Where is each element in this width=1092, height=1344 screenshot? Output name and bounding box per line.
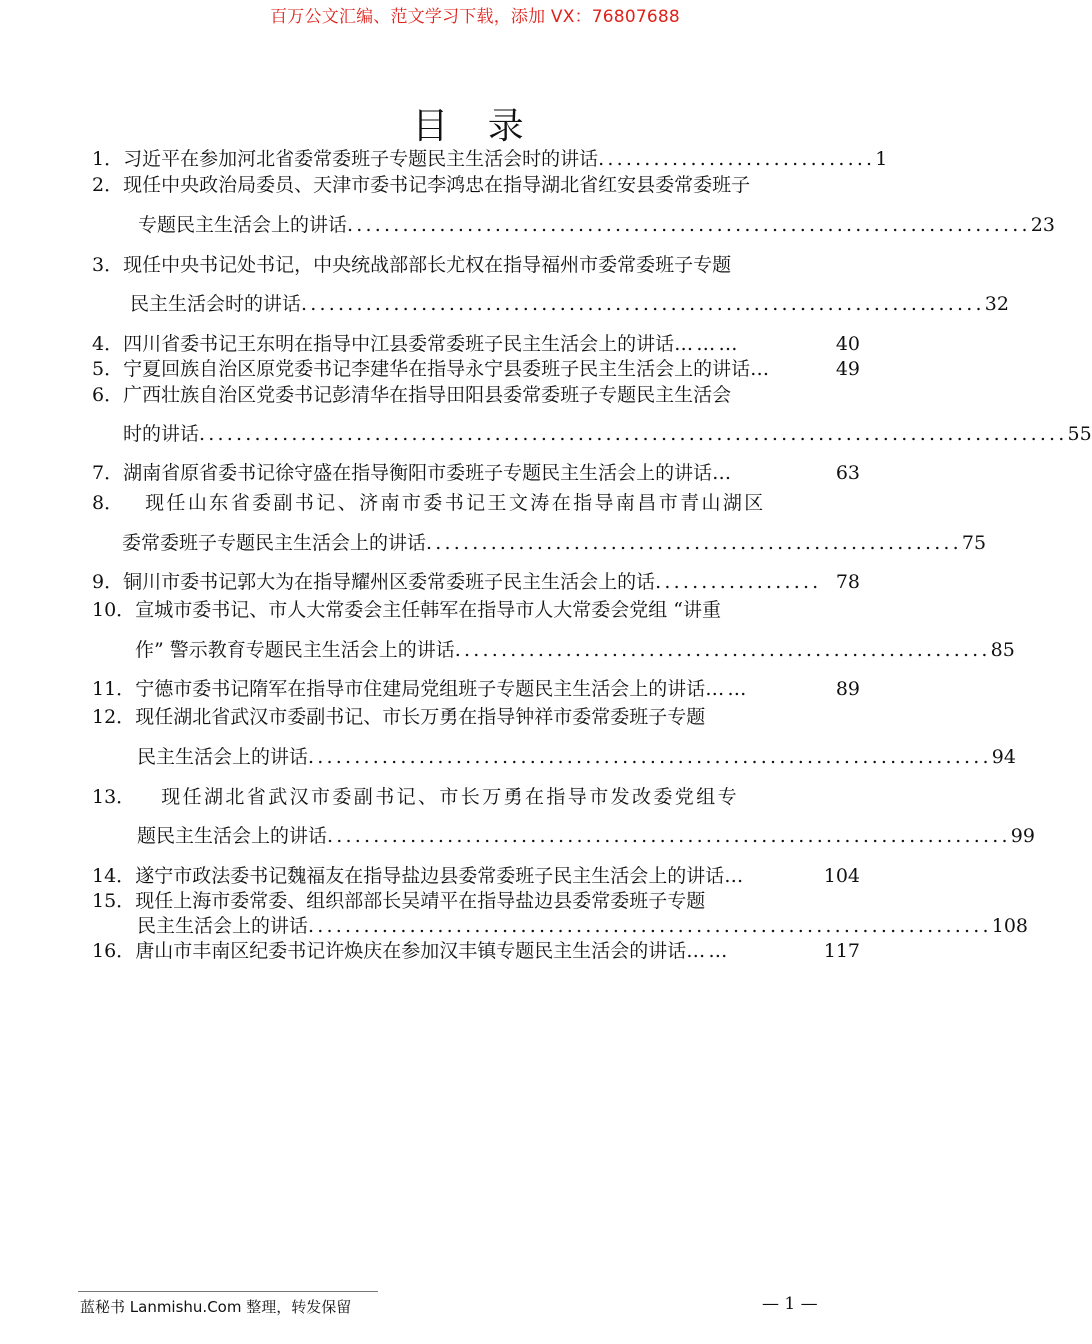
toc-entry-15[interactable]: [92, 888, 860, 914]
footer-page-number: — 1 —: [762, 1294, 818, 1314]
toc-page-number: 55: [1067, 423, 1092, 445]
toc-leader-dots: ..............................................................................................: [199, 423, 1068, 445]
toc-entry-text: 时的讲话: [123, 423, 200, 445]
toc-page-number: 32: [984, 293, 1009, 315]
toc-leader-dots: …: [712, 462, 735, 484]
toc-entry-3-continuation[interactable]: [130, 291, 1009, 317]
toc-leader-dots: …: [724, 865, 747, 887]
toc-entry-2[interactable]: [92, 172, 860, 198]
toc-leader-dots: ..........................................................................: [301, 293, 985, 315]
toc-entry-5[interactable]: [92, 356, 860, 382]
toc-entry-13[interactable]: [92, 784, 860, 810]
toc-title: 目 录: [412, 106, 538, 147]
toc-leader-dots: ………: [674, 333, 741, 355]
toc-entry-1[interactable]: [92, 146, 888, 172]
toc-entry-2-continuation[interactable]: [138, 212, 1055, 238]
toc-entry-number: 5．: [92, 358, 124, 380]
toc-entry-3[interactable]: [92, 252, 860, 278]
toc-page-number: 49: [835, 358, 860, 380]
toc-entry-text: 习近平在参加河北省委常委班子专题民主生活会时的讲话: [123, 148, 599, 170]
toc-leader-dots: ..........................................................................: [308, 746, 992, 768]
toc-entry-text: 题民主生活会上的讲话: [137, 825, 328, 847]
toc-leader-dots: ..................: [655, 571, 822, 593]
toc-entry-text: 专题民主生活会上的讲话: [138, 214, 348, 236]
toc-entry-text: 宣城市委书记、市人大常委会主任韩军在指导市人大常委会党组 “讲重: [135, 599, 721, 621]
toc-entry-9[interactable]: [92, 569, 860, 595]
toc-entry-number: 3．: [92, 254, 124, 276]
toc-entry-16[interactable]: [92, 938, 860, 964]
toc-page-number: 63: [835, 462, 860, 484]
toc-page-number: 99: [1010, 825, 1035, 847]
toc-entry-number: 16．: [92, 940, 136, 962]
toc-entry-number: 2．: [92, 174, 124, 196]
toc-entry-number: 7．: [92, 462, 124, 484]
toc-entry-text: 民主生活会时的讲话: [130, 293, 302, 315]
toc-entry-6-continuation[interactable]: [123, 421, 1092, 447]
toc-entry-15-continuation[interactable]: [137, 913, 1029, 939]
toc-entry-text: 四川省委书记王东明在指导中江县委常委班子民主生活会上的讲话: [123, 333, 675, 355]
toc-entry-text: 遂宁市政法委书记魏福友在指导盐边县委常委班子民主生活会上的讲话: [135, 865, 725, 887]
toc-entry-number: 6．: [92, 384, 124, 406]
toc-entry-text: 民主生活会上的讲话: [137, 746, 309, 768]
toc-entry-number: 8．: [92, 492, 124, 514]
toc-leader-dots: ……: [705, 678, 750, 700]
toc-page-number: 75: [961, 532, 987, 554]
toc-entry-number: 4．: [92, 333, 124, 355]
toc-entry-number: 15．: [92, 890, 136, 912]
toc-leader-dots: ..............................: [598, 148, 876, 170]
header-banner: 百万公文汇编、范文学习下载，添加 VX：76807688: [270, 7, 680, 27]
toc-entry-12[interactable]: [92, 704, 860, 730]
toc-entry-number: 14．: [92, 865, 136, 887]
toc-page-number: 117: [823, 940, 860, 962]
toc-entry-7[interactable]: [92, 460, 860, 486]
footer-source: 蓝秘书 Lanmishu.Com 整理，转发保留: [80, 1298, 352, 1316]
toc-entry-number: 9．: [92, 571, 124, 593]
toc-entry-text: 现任湖北省武汉市委副书记、市长万勇在指导钟祥市委常委班子专题: [135, 706, 706, 728]
toc-entry-10-continuation[interactable]: [135, 637, 1015, 663]
toc-page-number: 104: [823, 865, 860, 887]
toc-page-number: 94: [991, 746, 1016, 768]
toc-entry-14[interactable]: [92, 863, 860, 889]
toc-entry-text: 唐山市丰南区纪委书记许焕庆在参加汉丰镇专题民主生活会的讲话: [135, 940, 687, 962]
toc-entry-10[interactable]: [92, 597, 860, 623]
toc-leader-dots: ..........................................................: [426, 532, 962, 554]
toc-entry-6[interactable]: [92, 382, 860, 408]
toc-entry-11[interactable]: [92, 676, 860, 702]
toc-page-number: 78: [835, 571, 860, 593]
toc-entry-number: 11．: [92, 678, 136, 700]
toc-page-number: 23: [1030, 214, 1055, 236]
toc-page-number: 89: [835, 678, 860, 700]
toc-entry-number: 12．: [92, 706, 136, 728]
toc-entry-text: 现任山东省委副书记、济南市委书记王文涛在指导南昌市青山湖区: [145, 492, 766, 514]
toc-leader-dots: ……: [686, 940, 731, 962]
toc-entry-12-continuation[interactable]: [137, 744, 1016, 770]
toc-entry-text: 宁夏回族自治区原党委书记李建华在指导永宁县委班子民主生活会上的讲话: [123, 358, 751, 380]
toc-entry-number: 13．: [92, 786, 136, 808]
toc-leader-dots: …: [750, 358, 773, 380]
toc-entry-text: 现任上海市委常委、组织部部长吴靖平在指导盐边县委常委班子专题: [135, 890, 706, 912]
toc-page-number: 85: [990, 639, 1015, 661]
toc-leader-dots: ..........................................................: [454, 639, 991, 661]
toc-entry-8-continuation[interactable]: [122, 530, 987, 556]
toc-page-number: 108: [991, 915, 1029, 937]
footer-divider: [78, 1291, 378, 1292]
toc-entry-13-continuation[interactable]: [137, 823, 1035, 849]
toc-page-number: 1: [875, 148, 888, 170]
toc-entry-text: 广西壮族自治区党委书记彭清华在指导田阳县委常委班子专题民主生活会: [123, 384, 732, 406]
toc-leader-dots: ..........................................................................: [327, 825, 1011, 847]
toc-entry-text: 现任湖北省武汉市委副书记、市长万勇在指导市发改委党组专: [161, 786, 739, 808]
toc-entry-8[interactable]: [92, 490, 860, 516]
toc-entry-text: 湖南省原省委书记徐守盛在指导衡阳市委班子专题民主生活会上的讲话: [123, 462, 713, 484]
toc-leader-dots: ..........................................................................: [308, 915, 992, 937]
toc-entry-4[interactable]: [92, 331, 860, 357]
toc-entry-text: 现任中央政治局委员、天津市委书记李鸿忠在指导湖北省红安县委常委班子: [123, 174, 751, 196]
toc-entry-number: 1．: [92, 148, 124, 170]
toc-entry-text: 铜川市委书记郭大为在指导耀州区委常委班子民主生活会上的话: [123, 571, 656, 593]
toc-entry-text: 委常委班子专题民主生活会上的讲话: [122, 532, 427, 554]
toc-entry-text: 民主生活会上的讲话: [137, 915, 309, 937]
toc-entry-text: 宁德市委书记隋军在指导市住建局党组班子专题民主生活会上的讲话: [135, 678, 706, 700]
toc-page-number: 40: [835, 333, 860, 355]
toc-entry-text: 现任中央书记处书记，中央统战部部长尤权在指导福州市委常委班子专题: [123, 254, 732, 276]
toc-entry-text: 作” 警示教育专题民主生活会上的讲话: [135, 639, 455, 661]
toc-entry-number: 10．: [92, 599, 136, 621]
toc-leader-dots: ..........................................................................: [347, 214, 1031, 236]
